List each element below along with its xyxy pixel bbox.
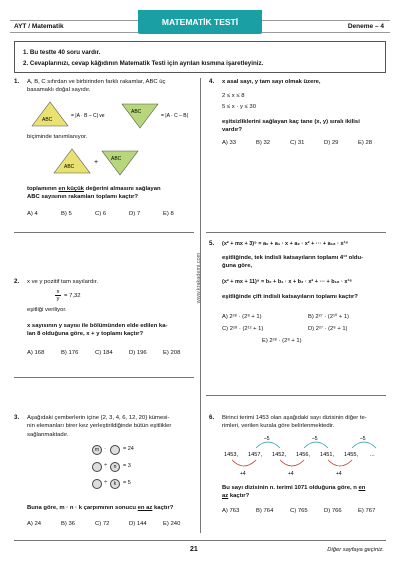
- next-page-note: Diğer sayfaya geçiniz.: [327, 547, 384, 553]
- option-e[interactable]: E) 240: [163, 521, 181, 527]
- sequence-term: 1455,: [344, 452, 358, 458]
- instructions-box: [14, 41, 386, 73]
- answer-options: [27, 521, 197, 527]
- sequence-term: 1452,: [272, 452, 286, 458]
- prompt-part: toplamının: [27, 186, 57, 192]
- option-e[interactable]: E) 767: [358, 508, 376, 514]
- result: = 24: [123, 446, 134, 452]
- prompt-part: Buna göre, m · n · k çarpımının sonucu: [27, 505, 136, 511]
- option-b[interactable]: B) 2²⁷ · (2¹⁰ + 1): [308, 314, 349, 320]
- triangle-sum: [52, 147, 142, 177]
- divider: [206, 232, 386, 233]
- option-b[interactable]: B) 32: [256, 140, 271, 146]
- operator: ·: [104, 446, 106, 452]
- fraction-value: = 7,32: [64, 292, 81, 299]
- option-d[interactable]: D) 29: [324, 140, 339, 146]
- answer-options: [222, 140, 392, 146]
- header-subject: AYT / Matematik: [14, 23, 64, 30]
- option-a[interactable]: A) 33: [222, 140, 237, 146]
- sequence-diagram: [222, 434, 392, 476]
- fraction-numerator: x: [56, 289, 60, 295]
- question-prompt: eşitliğinde çift indisli katsayıların toplamı kaçtır?: [222, 294, 358, 300]
- option-a[interactable]: A) 4: [27, 211, 38, 217]
- result: = 3: [123, 463, 131, 469]
- question-prompt: [222, 484, 392, 501]
- triangle-definitions: [30, 100, 200, 130]
- prompt-part: değerini almasını sağlayan: [85, 186, 161, 192]
- prompt-part: Bu sayı dizisinin n. terimi 1071 olduğuna göre, n: [222, 485, 357, 491]
- prompt-part: ABC sayısının rakamları toplamı kaçtır?: [27, 194, 138, 201]
- arc-label: +4: [240, 471, 246, 476]
- answer-options: [27, 350, 197, 356]
- question-number: 6.: [209, 414, 215, 421]
- option-a[interactable]: A) 763: [222, 508, 240, 514]
- option-d[interactable]: D) 766: [324, 508, 342, 514]
- option-d[interactable]: D) 7: [129, 211, 141, 217]
- triangle-down-icon: [122, 104, 158, 128]
- answer-options: [27, 211, 197, 217]
- triangle-label: ABC: [42, 117, 53, 123]
- triangle-label: ABC: [64, 164, 75, 170]
- sequence-term: ...: [370, 452, 375, 458]
- triangle-label: ABC: [111, 156, 122, 162]
- prompt-emphasis: en: [358, 485, 366, 491]
- arc-plus: [232, 460, 256, 466]
- answer-options: [222, 311, 349, 347]
- inequality: 2 ≤ x ≤ 8: [222, 93, 245, 99]
- option-c[interactable]: C) 6: [95, 211, 107, 217]
- instruction-line: 1. Bu testte 40 soru vardır.: [23, 49, 101, 56]
- question-text: Birinci terimi 1453 olan aşağıdaki sayı dizisinin diğer te-: [222, 415, 367, 421]
- question-number: 1.: [14, 78, 20, 85]
- bubble-blank[interactable]: [92, 479, 102, 489]
- question-prompt: [27, 322, 197, 339]
- arc-label: +4: [288, 471, 294, 476]
- option-e[interactable]: E) 8: [163, 211, 174, 217]
- fraction-equation: [55, 289, 81, 302]
- question-prompt: [27, 504, 197, 512]
- option-b[interactable]: B) 764: [256, 508, 274, 514]
- question-text: x asal sayı, y tam sayı olmak üzere,: [222, 79, 321, 85]
- option-c[interactable]: C) 72: [95, 521, 110, 527]
- option-a[interactable]: A) 2²⁸ · (2⁸ + 1): [222, 314, 262, 320]
- question-text: rimleri, verilen kurala göre belirlenmektedir.: [222, 423, 335, 430]
- option-d[interactable]: D) 196: [129, 350, 147, 356]
- page-header: [10, 10, 390, 36]
- bubble-k: k: [110, 479, 120, 489]
- question-text: eşitliği veriliyor.: [27, 307, 67, 313]
- triangle-label: ABC: [131, 109, 142, 115]
- question-text: sağlanmaktadır.: [27, 431, 69, 438]
- operator: ÷: [104, 463, 108, 469]
- sequence-term: 1451,: [320, 452, 334, 458]
- answer-options: [222, 508, 392, 514]
- question-prompt: [27, 185, 197, 202]
- prompt-part: kaçtır?: [154, 505, 174, 511]
- option-e[interactable]: E) 28: [358, 140, 373, 146]
- equation: (x² + mx + 11)⁹ = b₀ + b₁ · x + b₂ · x² + ··· + b₁₈ · x¹⁸: [222, 279, 352, 285]
- option-b[interactable]: B) 36: [61, 521, 76, 527]
- divider: [14, 232, 194, 233]
- option-b[interactable]: B) 5: [61, 211, 72, 217]
- option-c[interactable]: C) 765: [290, 508, 308, 514]
- question-text: nin elemanları birer kez yerleştirildiğinde bütün eşitlikler: [27, 423, 172, 430]
- divider: [206, 395, 386, 396]
- question-text: ğuna göre,: [222, 263, 253, 270]
- arc-label: –5: [264, 436, 270, 442]
- option-c[interactable]: C) 2²⁸ · (2¹² + 1): [222, 326, 264, 332]
- arc-label: –5: [312, 436, 318, 442]
- question-number: 2.: [14, 278, 20, 285]
- option-b[interactable]: B) 176: [61, 350, 79, 356]
- question-text: A, B, C sıfırdan ve birbirinden farklı rakamlar, ABC üç: [27, 79, 166, 85]
- result: = 5: [123, 480, 131, 486]
- question-text: eşitliğinde, tek indisli katsayıların toplamı 4¹³ oldu-: [222, 255, 364, 261]
- arc-label: +4: [336, 471, 342, 476]
- instruction-line: 2. Cevaplarınızı, cevap kâğıdının Matematik Testi için ayrılan kısmına işaretleyiniz.: [23, 60, 264, 67]
- option-a[interactable]: A) 168: [27, 350, 45, 356]
- equation: (x² + mx + 3)⁹ = a₀ + a₁ · x + a₂ · x² + ··· + a₁₈ · x¹⁸: [222, 241, 348, 247]
- question-number: 5.: [209, 240, 215, 247]
- plus-sign: +: [94, 159, 99, 166]
- option-c[interactable]: C) 31: [290, 140, 305, 146]
- prompt-part: lan 8 olduğuna göre, x + y toplamı kaçtır?: [27, 331, 144, 338]
- question-number: 3.: [14, 414, 20, 421]
- watermark: www.krakademi.com: [196, 252, 202, 304]
- arc-label: –5: [360, 436, 366, 442]
- prompt-emphasis: en az: [137, 505, 153, 511]
- prompt-emphasis: en küçük: [58, 186, 84, 192]
- bubble-blank[interactable]: [110, 445, 120, 455]
- header-exam-name: Deneme – 4: [347, 23, 384, 30]
- prompt-part: kaçtır?: [229, 493, 250, 500]
- option-e[interactable]: E) 208: [163, 350, 181, 356]
- divider: [14, 377, 194, 378]
- bubble-n: n: [110, 462, 120, 472]
- definition-2: = |A · C – B|: [161, 113, 188, 119]
- prompt-part: x sayısının y sayısı ile bölümünden elde edilen ka-: [27, 323, 168, 329]
- option-d[interactable]: D) 144: [129, 521, 147, 527]
- triangle-down-icon: [102, 151, 138, 175]
- question-text: x ve y pozitif tam sayılardır.: [27, 279, 99, 285]
- question-prompt: [222, 118, 392, 135]
- page-number: 21: [190, 546, 198, 553]
- prompt-emphasis: az: [222, 493, 229, 500]
- sequence-term: 1453,: [224, 452, 238, 458]
- inequality: 5 ≤ x · y ≤ 30: [222, 104, 256, 110]
- footer-divider: [14, 540, 386, 541]
- prompt-part: eşitsizliklerini sağlayan kaç tane (x, y) sıralı ikilisi: [222, 119, 360, 125]
- option-a[interactable]: A) 24: [27, 521, 42, 527]
- arc-minus: [352, 442, 376, 448]
- sequence-term: 1456,: [296, 452, 310, 458]
- arc-minus: [304, 442, 328, 448]
- option-e[interactable]: E) 2²⁸ · (2⁸ + 1): [262, 338, 302, 344]
- question-number: 4.: [209, 78, 215, 85]
- bubble-m: m: [92, 445, 102, 455]
- option-d[interactable]: D) 2²⁷ · (2⁸ + 1): [308, 326, 348, 332]
- arc-plus: [280, 460, 304, 466]
- operator: ÷: [104, 480, 108, 486]
- sequence-term: 1457,: [248, 452, 262, 458]
- bubble-blank[interactable]: [92, 462, 102, 472]
- definition-1: = |A · B – C| ve: [71, 113, 105, 119]
- option-c[interactable]: C) 184: [95, 350, 113, 356]
- header-title: MATEMATİK TESTİ: [138, 10, 262, 34]
- question-text: basamaklı doğal sayıdır.: [27, 87, 91, 94]
- question-text: biçiminde tanımlanıyor.: [27, 134, 88, 140]
- circle-equations: [92, 445, 162, 495]
- arc-minus: [256, 442, 280, 448]
- arc-plus: [328, 460, 352, 466]
- prompt-part: vardır?: [222, 127, 242, 134]
- fraction-denominator: y: [56, 296, 60, 302]
- question-text: Aşağıdaki çemberlerin içine {2, 3, 4, 6, 12, 20} kümesi-: [27, 415, 170, 421]
